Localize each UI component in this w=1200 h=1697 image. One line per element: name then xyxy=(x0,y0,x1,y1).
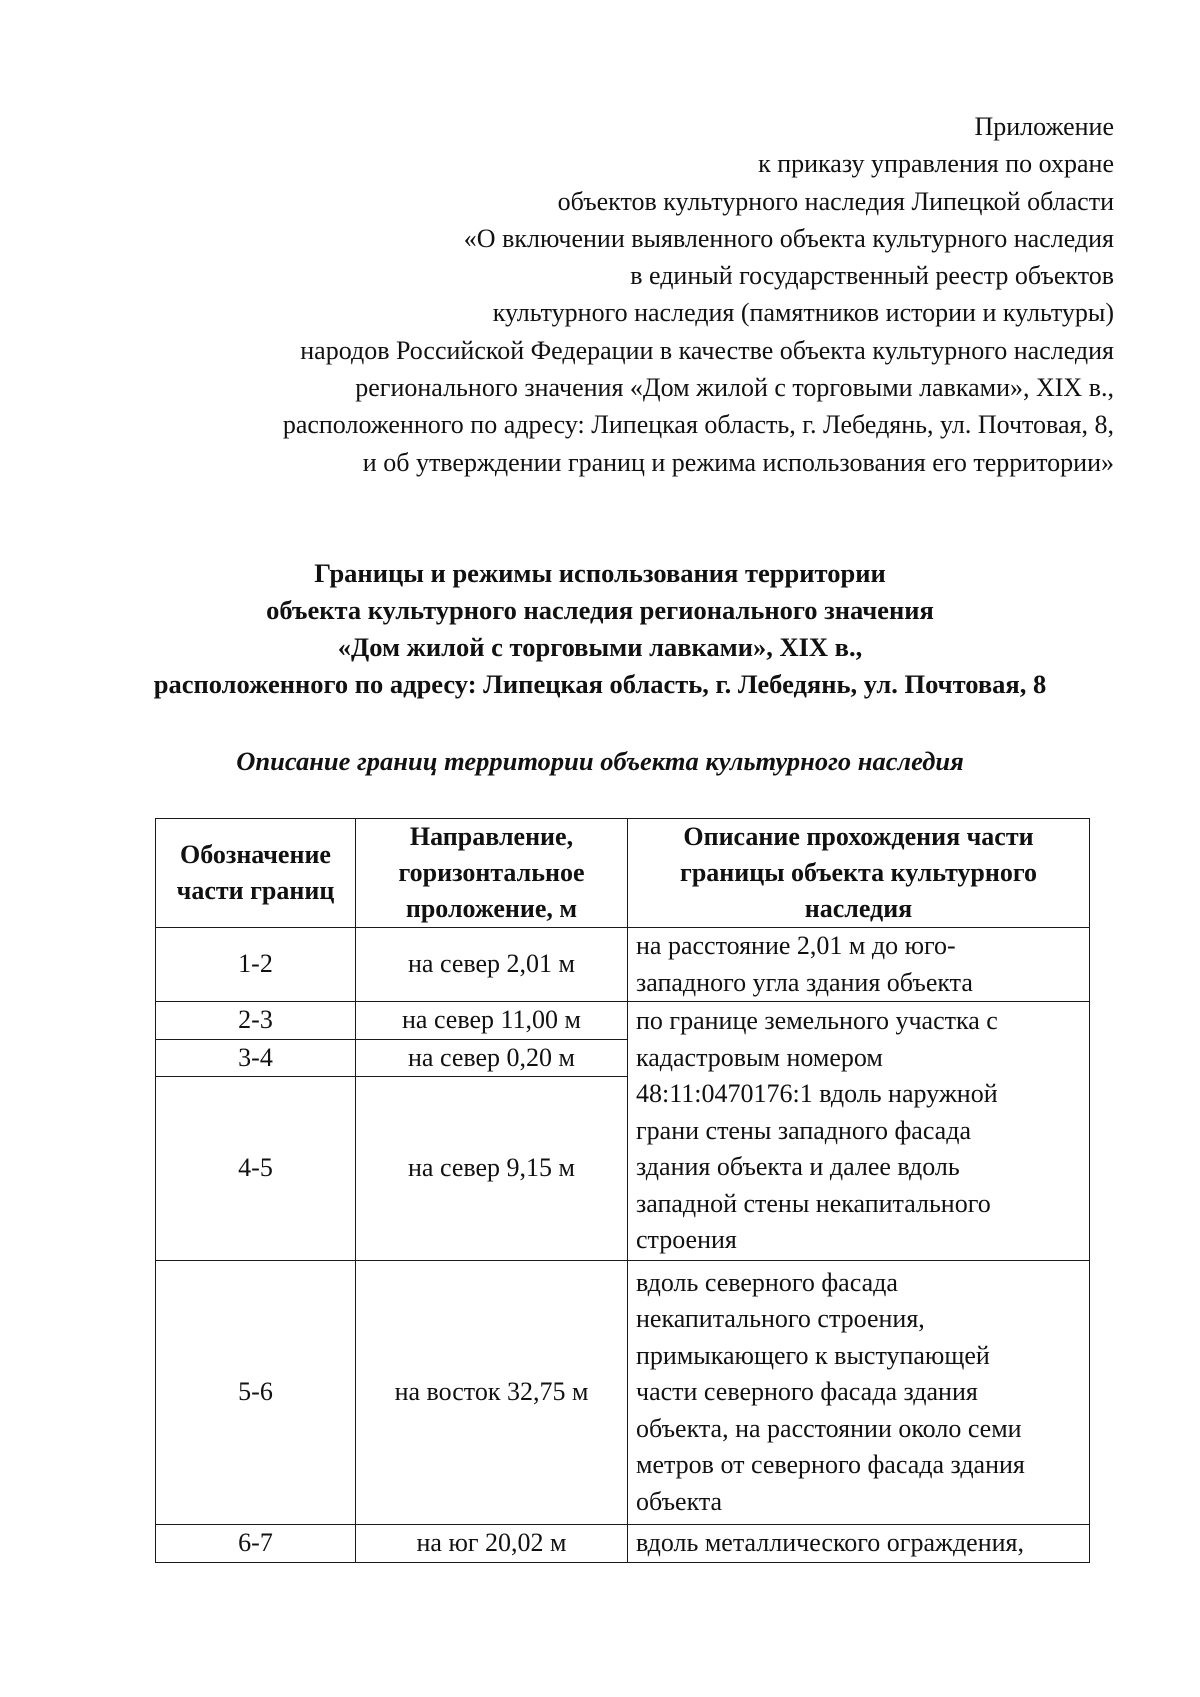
document-title xyxy=(0,555,1200,703)
table-header-row xyxy=(156,819,1090,928)
cell-part: 6-7 xyxy=(156,1525,356,1563)
table-row xyxy=(156,1002,1090,1040)
appendix-line: Приложение xyxy=(974,112,1114,141)
title-line: «Дом жилой с торговыми лавками», XIX в., xyxy=(337,632,863,662)
cell-direction: на север 11,00 м xyxy=(356,1002,628,1040)
cell-part: 5-6 xyxy=(156,1261,356,1525)
title-line: расположенного по адресу: Липецкая область, г. Лебедянь, ул. Почтовая, 8 xyxy=(153,669,1047,699)
header-description: Описание прохождения части границы объекта культурного наследия xyxy=(628,819,1090,928)
title-line: объекта культурного наследия регионального значения xyxy=(266,595,934,625)
appendix-line: в единый государственный реестр объектов xyxy=(630,261,1114,291)
header-direction: Направление, горизонтальное проложение, м xyxy=(356,819,628,928)
header-part: Обозначение части границ xyxy=(156,819,356,928)
cell-part: 3-4 xyxy=(156,1039,356,1077)
appendix-line: «О включении выявленного объекта культурного наследия xyxy=(463,223,1114,253)
appendix-line: регионального значения «Дом жилой с торговыми лавками», XIX в., xyxy=(355,373,1114,403)
cell-part: 2-3 xyxy=(156,1002,356,1040)
table-row xyxy=(156,1261,1090,1525)
appendix-line: расположенного по адресу: Липецкая область, г. Лебедянь, ул. Почтовая, 8, xyxy=(282,410,1114,440)
appendix-line: и об утверждении границ и режима использования его территории» xyxy=(362,447,1114,477)
cell-direction: на восток 32,75 м xyxy=(356,1261,628,1525)
appendix-line: к приказу управления по охране xyxy=(758,149,1114,179)
table-row xyxy=(156,1525,1090,1563)
cell-description: по границе земельного участка с кадастровым номером 48:11:0470176:1 вдоль наружной грани стены западного фасада здания объекта и далее вдоль западной стены некапитального строения xyxy=(628,1002,1090,1261)
cell-part: 4-5 xyxy=(156,1077,356,1261)
appendix-line: культурного наследия (памятников истории и культуры) xyxy=(492,298,1114,328)
cell-direction: на север 9,15 м xyxy=(356,1077,628,1261)
section-subtitle: Описание границ территории объекта культурного наследия xyxy=(236,746,964,776)
cell-description: на расстояние 2,01 м до юго- западного угла здания объекта xyxy=(628,928,1090,1002)
appendix-line: народов Российской Федерации в качестве объекта культурного наследия xyxy=(300,335,1114,365)
cell-description: вдоль северного фасада некапитального строения, примыкающего к выступающей части северного фасада здания объекта, на расстоянии около семи метров от северного фасада здания объекта xyxy=(628,1261,1090,1525)
title-line: Границы и режимы использования территории xyxy=(314,558,886,588)
cell-description: вдоль металлического ограждения, xyxy=(628,1525,1090,1563)
cell-direction: на юг 20,02 м xyxy=(356,1525,628,1563)
table-row xyxy=(156,928,1090,1002)
appendix-line: объектов культурного наследия Липецкой области xyxy=(557,186,1114,216)
cell-direction: на север 0,20 м xyxy=(356,1039,628,1077)
appendix-header xyxy=(283,108,1114,481)
cell-part: 1-2 xyxy=(156,928,356,1002)
cell-direction: на север 2,01 м xyxy=(356,928,628,1002)
boundaries-table xyxy=(155,818,1090,1563)
